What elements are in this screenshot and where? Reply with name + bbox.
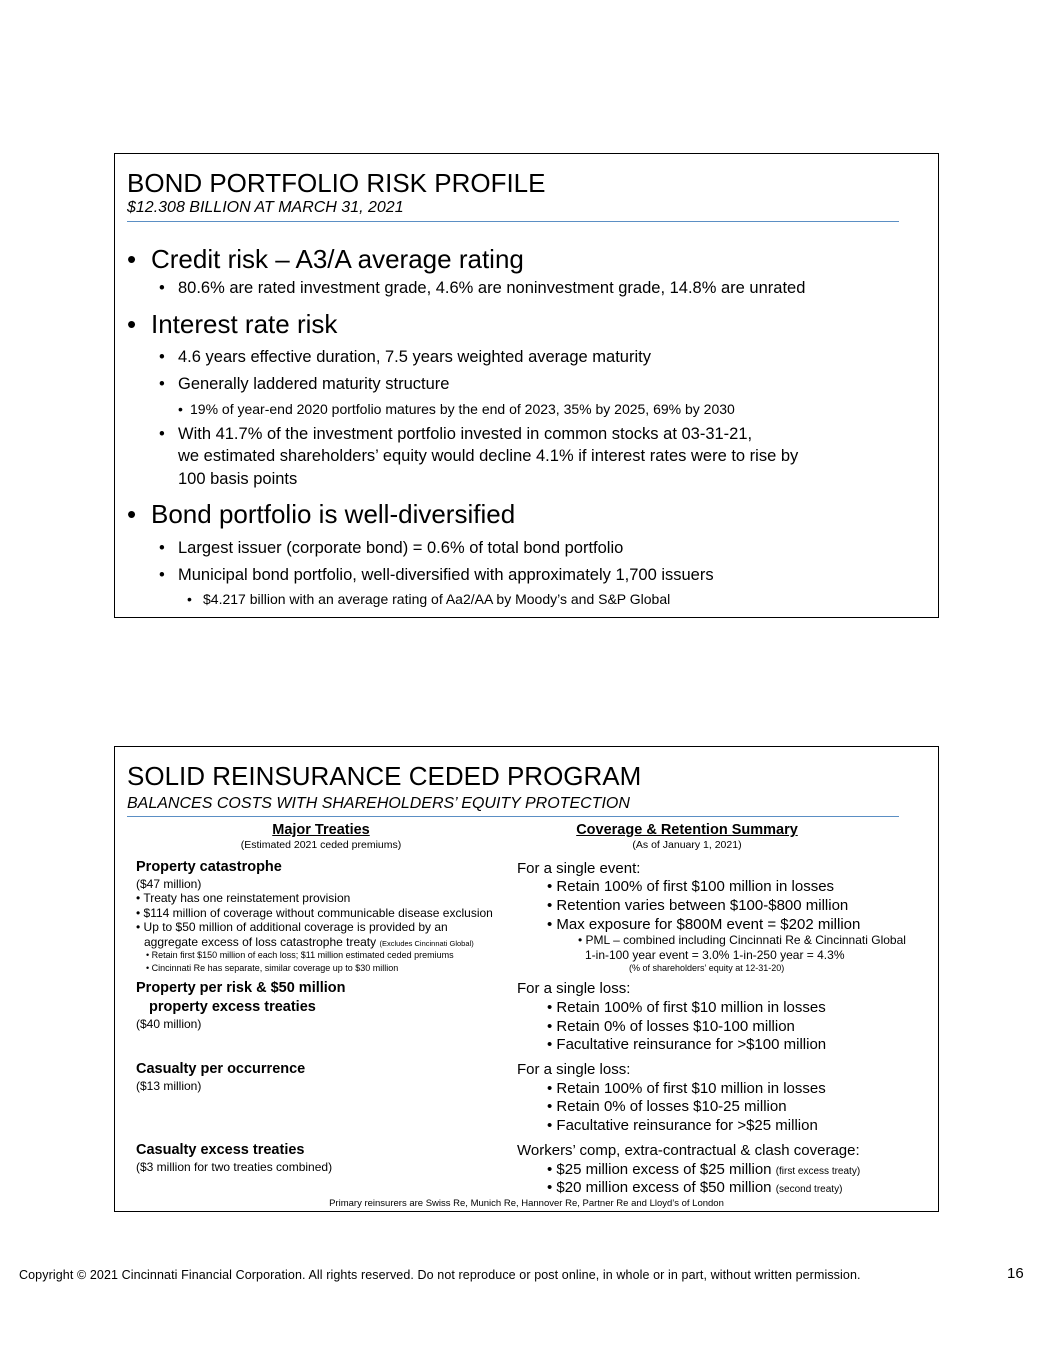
bullet-icon: •: [159, 375, 165, 393]
property-cat-line: • Treaty has one reinstatement provision: [136, 891, 351, 905]
column-heading: Coverage & Retention Summary: [576, 822, 798, 838]
title-divider: [127, 816, 899, 817]
slide-title: SOLID REINSURANCE CEDED PROGRAM: [127, 761, 642, 791]
workers-comp-item: • $20 million excess of $50 million (second treaty): [547, 1179, 843, 1196]
copyright-notice: Copyright © 2021 Cincinnati Financial Corporation. All rights reserved. Do not reproduce or post online, in whole or in part, without written permission.: [19, 1268, 861, 1282]
duration-detail: • 4.6 years effective duration, 7.5 years weighted average maturity: [159, 348, 651, 366]
single-loss-casualty-item: • Retain 100% of first $10 million in losses: [547, 1080, 826, 1097]
single-loss-property-heading: For a single loss:: [517, 980, 631, 997]
column-subheading: (Estimated 2021 ceded premiums): [240, 839, 402, 851]
slide-title: BOND PORTFOLIO RISK PROFILE: [127, 168, 546, 198]
largest-issuer-detail: • Largest issuer (corporate bond) = 0.6% of total bond portfolio: [159, 539, 624, 557]
property-cat-line: • $114 million of coverage without communicable disease exclusion: [136, 906, 493, 920]
property-cat-sub-line: • Retain first $150 million of each loss; $11 million estimated ceded premiums: [146, 950, 454, 960]
equity-sensitivity-line3: 100 basis points: [178, 470, 298, 488]
coverage-summary-header: [537, 821, 837, 852]
maturity-detail: • 19% of year-end 2020 portfolio matures by the end of 2023, 35% by 2025, 69% by 2030: [178, 401, 735, 417]
title-divider: [127, 221, 899, 222]
municipal-rating-detail: • $4.217 billion with an average rating of Aa2/AA by Moody’s and S&P Global: [187, 591, 671, 607]
single-event-heading: For a single event:: [517, 860, 641, 877]
single-event-item: • Retain 100% of first $100 million in losses: [547, 878, 835, 895]
laddered-detail: • Generally laddered maturity structure: [159, 375, 450, 393]
bullet-icon: •: [159, 539, 165, 557]
single-loss-casualty-item: • Retain 0% of losses $10-25 million: [547, 1098, 787, 1115]
credit-risk-detail: • 80.6% are rated investment grade, 4.6% are noninvestment grade, 14.8% are unrated: [159, 279, 806, 297]
property-cat-amount: ($47 million): [136, 877, 202, 891]
casualty-occurrence-amount: ($13 million): [136, 1079, 202, 1093]
page-number: 16: [1007, 1265, 1024, 1282]
casualty-occurrence-title: Casualty per occurrence: [136, 1061, 306, 1077]
property-risk-title-line2: property excess treaties: [149, 999, 316, 1015]
casualty-excess-amount: ($3 million for two treaties combined): [136, 1160, 333, 1174]
property-cat-title: Property catastrophe: [136, 859, 282, 875]
major-treaties-header: [115, 821, 527, 852]
property-cat-line: • Up to $50 million of additional coverage is provided by an: [136, 920, 448, 934]
reinsurance-slide: [114, 746, 939, 1212]
bullet-icon: •: [159, 348, 165, 366]
single-event-item: • Retention varies between $100-$800 million: [547, 897, 849, 914]
property-cat-line: aggregate excess of loss catastrophe treaty (Excludes Cincinnati Global): [144, 935, 474, 949]
diversified-bullet: • Bond portfolio is well-diversified: [127, 499, 516, 529]
property-risk-title: Property per risk & $50 million: [136, 980, 346, 996]
property-risk-amount: ($40 million): [136, 1017, 202, 1031]
single-loss-casualty-heading: For a single loss:: [517, 1061, 631, 1078]
single-loss-property-item: • Facultative reinsurance for >$100 million: [547, 1036, 827, 1053]
column-heading: Major Treaties: [272, 822, 370, 838]
pml-note: (% of shareholders’ equity at 12-31-20): [629, 963, 785, 973]
workers-comp-heading: Workers’ comp, extra-contractual & clash coverage:: [517, 1142, 860, 1159]
casualty-excess-title: Casualty excess treaties: [136, 1142, 305, 1158]
bullet-icon: •: [159, 566, 165, 584]
bullet-icon: •: [178, 401, 183, 417]
pml-values: 1-in-100 year event = 3.0% 1-in-250 year = 4.3%: [585, 948, 845, 962]
equity-sensitivity-detail: • With 41.7% of the investment portfolio invested in common stocks at 03-31-21,: [159, 425, 753, 443]
bond-portfolio-slide: [114, 153, 939, 618]
slide-subtitle: BALANCES COSTS WITH SHAREHOLDERS’ EQUITY PROTECTION: [127, 795, 630, 812]
slide-subtitle: $12.308 BILLION AT MARCH 31, 2021: [127, 199, 404, 216]
single-event-item: • Max exposure for $800M event = $202 million: [547, 916, 861, 933]
credit-risk-bullet: • Credit risk – A3/A average rating: [127, 244, 524, 274]
reinsurers-footnote: Primary reinsurers are Swiss Re, Munich Re, Hannover Re, Partner Re and Lloyd’s of London: [329, 1198, 724, 1209]
interest-rate-bullet: • Interest rate risk: [127, 309, 338, 339]
bullet-icon: •: [159, 425, 165, 443]
property-cat-sub-line: • Cincinnati Re has separate, similar coverage up to $30 million: [146, 963, 399, 973]
bullet-icon: •: [187, 591, 192, 607]
bullet-icon: •: [127, 499, 137, 529]
single-loss-property-item: • Retain 100% of first $10 million in losses: [547, 999, 826, 1016]
bullet-icon: •: [127, 244, 137, 274]
workers-comp-item: • $25 million excess of $25 million (first excess treaty): [547, 1161, 861, 1178]
single-loss-casualty-item: • Facultative reinsurance for >$25 million: [547, 1117, 818, 1134]
single-loss-property-item: • Retain 0% of losses $10-100 million: [547, 1018, 795, 1035]
bullet-icon: •: [127, 309, 137, 339]
equity-sensitivity-line2: we estimated shareholders’ equity would decline 4.1% if interest rates were to rise by: [178, 447, 799, 465]
column-subheading: (As of January 1, 2021): [632, 839, 742, 851]
bullet-icon: •: [159, 279, 165, 297]
municipal-detail: • Municipal bond portfolio, well-diversified with approximately 1,700 issuers: [159, 566, 714, 584]
pml-line: • PML – combined including Cincinnati Re & Cincinnati Global: [578, 933, 906, 947]
